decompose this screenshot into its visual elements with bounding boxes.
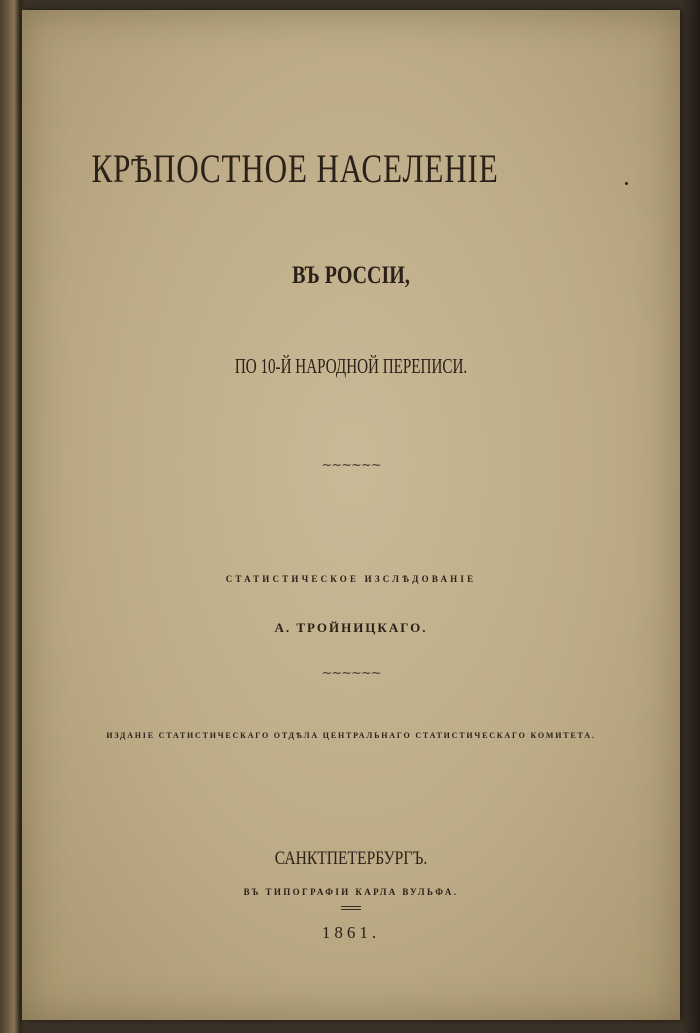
ornament-divider: ~~~~~~	[321, 666, 381, 681]
book-board-edge	[680, 0, 700, 1033]
publisher-line: ИЗДАНІЕ СТАТИСТИЧЕСКАГО ОТДѢЛА ЦЕНТРАЛЬНАГО СТАТИСТИЧЕСКАГО КОМИТЕТА.	[106, 731, 596, 740]
double-rule	[341, 906, 361, 910]
study-label: СТАТИСТИЧЕСКОЕ ИЗСЛѢДОВАНІЕ	[225, 574, 477, 584]
author-name: А. ТРОЙНИЦКАГО.	[274, 620, 428, 635]
ornament-divider: ~~~~~~	[321, 458, 381, 473]
book-subtitle: ВЪ РОССІИ,	[292, 262, 410, 289]
book-title: КРѢПОСТНОЕ НАСЕЛЕНІЕ	[91, 146, 499, 191]
printer-line: ВЪ ТИПОГРАФІИ КАРЛА ВУЛЬФА.	[243, 887, 459, 897]
ink-speck	[625, 182, 628, 185]
census-line: ПО 10-Й НАРОДНОЙ ПЕРЕПИСИ.	[234, 354, 468, 378]
imprint-city: САНКТПЕТЕРБУРГЪ.	[274, 848, 428, 869]
imprint-year: 1861.	[321, 923, 381, 942]
title-page	[22, 10, 680, 1020]
